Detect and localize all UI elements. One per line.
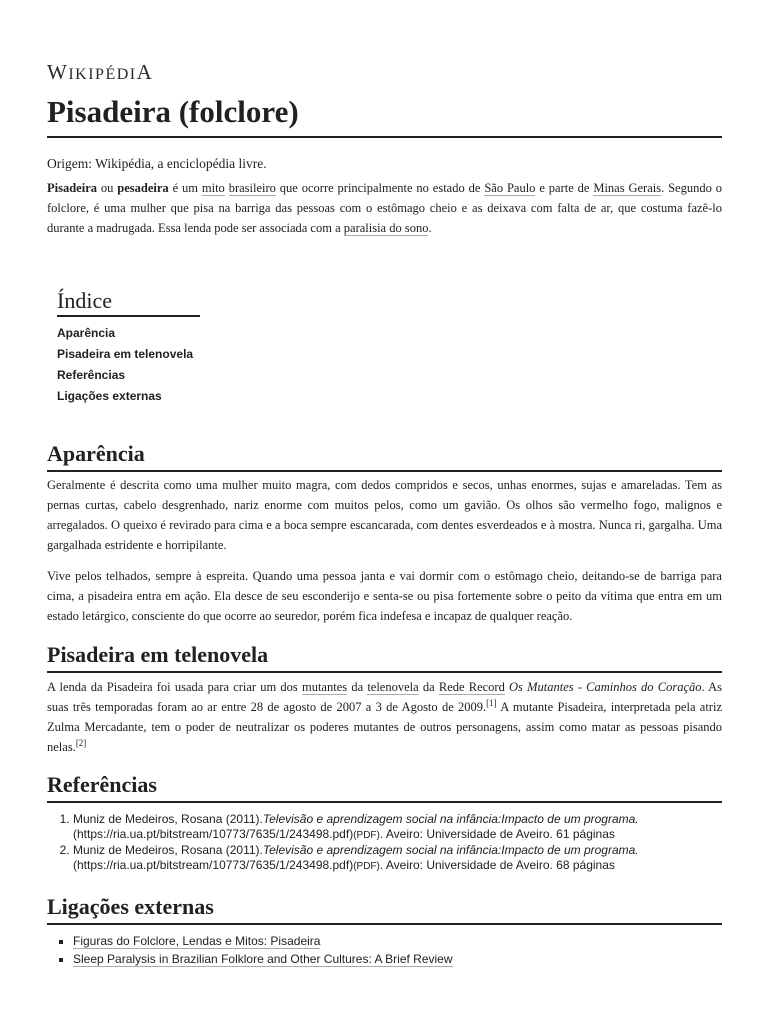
toc-title: Índice — [57, 288, 200, 317]
ref-format: (PDF) — [353, 861, 380, 872]
ref-publisher: . Aveiro: Universidade de Aveiro. 61 páginas — [379, 827, 615, 841]
intro-text: . Segundo o folclore, é uma mulher que pisa na barriga das pessoas com o estômago cheio e as deixava com falta de ar, que costuma fazê-lo durante a madrugada. Essa lenda pode ser associada com a — [47, 181, 722, 235]
intro-paragraph — [47, 178, 722, 238]
reference-item — [73, 812, 753, 843]
telenovela-text: da — [351, 680, 364, 694]
toc-item-ligacoes[interactable]: Ligações externas — [57, 389, 162, 403]
wordmark-initial: W — [47, 60, 69, 84]
link-sao-paulo[interactable]: São Paulo — [484, 181, 536, 195]
telenovela-text: A mutante Pisadeira, interpretada pela atriz Zulma Mercadante, tem o poder de neutralizar os poderes mutantes de outros personagens, assim como matar as pessoas pisando nelas. — [47, 700, 722, 754]
link-mutantes[interactable]: mutantes — [301, 680, 348, 694]
term-pesadeira: pesadeira — [117, 181, 169, 195]
wordmark-middle: IKIPÉDI — [68, 66, 137, 83]
wikipedia-wordmark[interactable] — [47, 60, 153, 85]
ref-url[interactable]: (https://ria.ua.pt/bitstream/10773/7635/1/243498.pdf) — [73, 827, 354, 841]
aparencia-paragraph-2: Vive pelos telhados, sempre à espreita. Quando uma pessoa janta e vai dormir com o estômago cheio, deitando-se de barriga para cima, a pisadeira entra em ação. Ela desce de seu esconderijo e senta-se ou pisa fortemente sobre o peito da vítima que entra em um estado letárgico, consciente do que ocorre ao seuredor, porém fica indefesa e incapaz de qualquer reação. — [47, 569, 722, 623]
telenovela-text: da — [422, 680, 435, 694]
toc-item-aparencia[interactable]: Aparência — [57, 326, 116, 340]
intro-text: . — [428, 221, 432, 235]
external-link-figuras-folclore[interactable]: Figuras do Folclore, Lendas e Mitos: Pisadeira — [73, 934, 321, 948]
external-link-item — [73, 932, 453, 950]
telenovela-text: . As suas três temporadas foram ao ar entre 28 de agosto de 2007 a 3 de Agosto de 2009. — [47, 680, 723, 714]
citation-2[interactable]: [2] — [75, 737, 87, 748]
origin-note: Origem: Wikipédia, a enciclopédia livre. — [47, 156, 267, 171]
external-link-sleep-paralysis[interactable]: Sleep Paralysis in Brazilian Folklore and Other Cultures: A Brief Review — [73, 952, 453, 966]
ref-url[interactable]: (https://ria.ua.pt/bitstream/10773/7635/1/243498.pdf) — [73, 858, 354, 872]
wordmark-final: A — [136, 60, 154, 84]
ref-format: (PDF) — [353, 830, 380, 841]
link-minas-gerais[interactable]: Minas Gerais — [593, 181, 662, 195]
link-paralisia-do-sono[interactable]: paralisia do sono — [343, 221, 429, 235]
section-heading-referencias: Referências — [47, 771, 722, 803]
ref-title-link[interactable]: Televisão e aprendizagem social na infância:Impacto de um programa. — [262, 843, 639, 857]
reference-item — [73, 843, 753, 874]
toc-item-telenovela[interactable]: Pisadeira em telenovela — [57, 347, 194, 361]
aparencia-paragraph-1: Geralmente é descrita como uma mulher muito magra, com dedos compridos e secos, unhas enormes, sujas e amareladas. Tem as pernas curtas, cabelo desgrenhado, nariz enorme com muitos pelos, como um gavião. Os olhos são vermelho fogo, malignos e arregalados. O queixo é revirado para cima e a boca sempre escancarada, com dentes esverdeados e à mostra. Nunca ri, gargalha. Uma gargalhada estridente e horripilante. — [47, 478, 722, 552]
link-mito[interactable]: mito — [201, 181, 225, 195]
link-brasileiro[interactable]: brasileiro — [228, 181, 276, 195]
telenovela-text: A lenda da Pisadeira foi usada para criar um dos — [47, 680, 298, 694]
term-pisadeira: Pisadeira — [47, 181, 97, 195]
section-heading-aparencia: Aparência — [47, 440, 722, 472]
external-links-list — [47, 932, 453, 968]
ref-publisher: . Aveiro: Universidade de Aveiro. 68 páginas — [379, 858, 615, 872]
link-rede-record[interactable]: Rede Record — [438, 680, 505, 694]
toc-item-referencias[interactable]: Referências — [57, 368, 126, 382]
intro-text: é um — [172, 181, 198, 195]
intro-text: e parte de — [539, 181, 590, 195]
references-list — [47, 812, 753, 874]
section-heading-ligacoes: Ligações externas — [47, 893, 722, 925]
telenovela-paragraph — [47, 677, 722, 757]
intro-text: ou — [100, 181, 114, 195]
citation-1[interactable]: [1] — [486, 697, 497, 708]
link-telenovela[interactable]: telenovela — [367, 680, 419, 694]
external-link-item — [73, 950, 453, 968]
section-heading-telenovela: Pisadeira em telenovela — [47, 641, 722, 673]
toc-list — [57, 323, 247, 407]
ref-author: Muniz de Medeiros, Rosana (2011). — [73, 812, 263, 826]
ref-title-link[interactable]: Televisão e aprendizagem social na infância:Impacto de um programa. — [262, 812, 639, 826]
telenovela-title: Os Mutantes - Caminhos do Coração — [509, 680, 702, 694]
table-of-contents — [57, 288, 247, 407]
intro-text: que ocorre principalmente no estado de — [279, 181, 481, 195]
ref-author: Muniz de Medeiros, Rosana (2011). — [73, 843, 263, 857]
page-title: Pisadeira (folclore) — [47, 92, 722, 138]
